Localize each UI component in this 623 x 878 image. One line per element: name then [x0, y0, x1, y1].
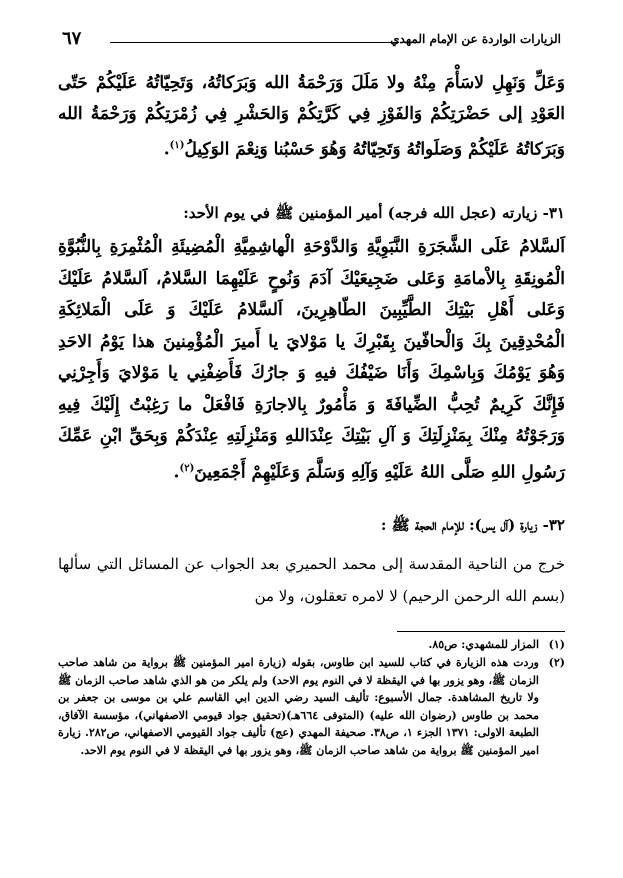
paragraph-2-text: اَلسَّلامُ عَلَى الشَّجَرَةِ النَّبَوِيَّةِ وَالدَّوْحَةِ الْهاشِمِيَّةِ الْمُضِيئَةِ الْمُثْمِرَةِ بِالنُّبُوَّةِ الْمُونِقَةِ بِالاْمامَةِ وَعَلى ضَجِيعَيْكَ آدَمَ وَنُوحٍ عَلَيْهِمَا السَّلامُ، اَلسَّلامُ عَلَيْكَ وَعَلى أَهْلِ بَيْتِكَ الطَّيِّبِينَ الطّاهِرِينَ، اَلسَّلامُ عَلَيْكَ وَ عَلَى الْمَلائِكَةِ الْمُحْدِقِينَ بِكَ وَالْحافّينَ بِقَبْرِكَ يا مَوْلايَ يا أَميرَ الْمُؤْمِنينَ هذا يَوْمُ الاحَدِ وَهُوَ يَوْمُكَ وَبِاسْمِكَ وَأَنَا ضَيْفُكَ فيهِ وَ جارُكَ فَأَضِفْنِي يا مَوْلايَ وَأَجِرْنِي فَإِنَّكَ كَرِيمٌ تُحِبُّ الضِّيافَةَ وَ مَأْمُورٌ بِالاجارَةِ فَافْعَلْ ما رَغِبْتُ إِلَيْكَ فِيهِ وَرَجَوْتُهُ مِنْكَ بِمَنْزِلَتِكَ وَ آلِ بَيْتِكَ عِنْدَاللهِ وَمَنْزِلَتِهِ عِنْدَكُمْ وَبِحَقِّ ابْنِ عَمِّكَ رَسُولِ اللهِ صَلَّى اللهُ عَلَيْهِ وَآلِهِ وَسَلَّمَ وَعَلَيْهِمْ أَجْمَعِينَ [58, 237, 565, 483]
page-number: ٦٧ [62, 28, 82, 49]
section-heading-31: ٣١- زيارته (عجل الله فرجه) أمير المؤمنين ﷺ في يوم الأحد: [183, 204, 565, 222]
body-paragraph-1: وَعَلِّ وَنَهِلِ لاسَأْمَ مِنْهُ ولا مَلَلَ وَرَحْمَةُ الله وَبَرَكاتُهُ، وَتَحِيّاتُهُ عَلَيْكُمْ حَتّى العَوْدِ إلى حَضْرَتِكُمْ وَالفَوْزِ فِي كَرَّتِكُمْ وَالحَشْرِ فِي زُمْرَتِكُمْ وَرَحْمَةُ الله وَبَرَكاتُهُ عَلَيْكُمْ وَصَلَواتُهُ وَتَحِيّاتُهُ وَهُوَ حَسْبُنا وَنِعْمَ الوَكِيلُ$^{(١)}$. [58, 73, 565, 160]
footnote-2 [58, 654, 565, 759]
footnote-2-text: وردت هذه الزيارة في كتاب للسيد ابن طاوس، بقوله (زيارة امير المؤمنين ﷺ برواية من شاهد صاحب الزمان ﷺ، وهو يزور بها في اليقظة لا في النوم يوم الاحد) ولم يلكر من هو الذي شاهد صاحب الزمان ﷺ ولا تاريخ المشاهدة. جمال الأسبوع: تأليف السيد رضي الدين ابي القاسم علي بن موسى بن جعفر بن محمد بن طاوس (رضوان الله عليه) (المتوفى ٦٦٤هـ)(تحقيق جواد قيومي الاصفهاني)، مؤسسة الآفاق، الطبعة الاولى: ١٣٧١ الجزء ١، ص٣٨. صحيفة المهدي (عج) تأليف جواد القيومي الاصفهاني، ص٢٨٢. زيارة امير المؤمنين ﷺ برواية من شاهد صاحب الزمان ﷺ، وهو يزور بها في اليقظة لا في النوم يوم الاحد. [58, 656, 539, 757]
footnote-ref-2: (٢) [179, 462, 195, 474]
footnote-1-text: المزار للمشهدي: ص٨٥. [428, 638, 539, 651]
footnote-ref-1: (١) [169, 140, 185, 151]
section-heading-32: ٣٢- زيارة (آل يس): للإمام الحجة ﷺ : [380, 516, 565, 534]
header-rule [110, 42, 399, 43]
body-paragraph-3: خرج من الناحية المقدسة إلى محمد الحميري بعد الجواب عن المسائل التي سألها (بسم الله الرحمن الرحيم) لا لامره تعقلون، ولا من [58, 555, 565, 605]
running-title: الزيارات الواردة عن الإمام المهدي [390, 32, 561, 46]
paragraph-1-text: وَعَلِّ وَنَهِلِ لاسَأْمَ مِنْهُ ولا مَلَلَ وَرَحْمَةُ الله وَبَرَكاتُهُ، وَتَحِيّاتُهُ عَلَيْكُمْ حَتّى العَوْدِ إلى حَضْرَتِكُمْ وَالفَوْزِ فِي كَرَّتِكُمْ وَالحَشْرِ فِي زُمْرَتِكُمْ وَرَحْمَةُ الله وَبَرَكاتُهُ عَلَيْكُمْ وَصَلَواتُهُ وَتَحِيّاتُهُ وَهُوَ حَسْبُنا وَنِعْمَ الوَكِيلُ [58, 73, 565, 160]
page-header [62, 30, 561, 56]
footnote-1 [58, 636, 565, 654]
footnote-1-number: (١) [548, 638, 565, 651]
body-paragraph-2: اَلسَّلامُ عَلَى الشَّجَرَةِ النَّبَوِيَّةِ وَالدَّوْحَةِ الْهاشِمِيَّةِ الْمُضِيئَةِ الْمُثْمِرَةِ بِالنُّبُوَّةِ الْمُونِقَةِ بِالاْمامَةِ وَعَلى ضَجِيعَيْكَ آدَمَ وَنُوحٍ عَلَيْهِمَا السَّلامُ، اَلسَّلامُ عَلَيْكَ وَعَلى أَهْلِ بَيْتِكَ الطَّيِّبِينَ الطّاهِرِينَ، اَلسَّلامُ عَلَيْكَ وَ عَلَى الْمَلائِكَةِ الْمُحْدِقِينَ بِكَ وَالْحافّينَ بِقَبْرِكَ يا مَوْلايَ يا أَميرَ الْمُؤْمِنينَ هذا يَوْمُ الاحَدِ وَهُوَ يَوْمُكَ وَبِاسْمِكَ وَأَنَا ضَيْفُكَ فيهِ وَ جارُكَ فَأَضِفْنِي يا مَوْلايَ وَأَجِرْنِي فَإِنَّكَ كَرِيمٌ تُحِبُّ الضِّيافَةَ وَ مَأْمُورٌ بِالاجارَةِ فَافْعَلْ ما رَغِبْتُ إِلَيْكَ فِيهِ وَرَجَوْتُهُ مِنْكَ بِمَنْزِلَتِكَ وَ آلِ بَيْتِكَ عِنْدَاللهِ وَمَنْزِلَتِهِ عِنْدَكُمْ وَبِحَقِّ ابْنِ عَمِّكَ رَسُولِ اللهِ صَلَّى اللهُ عَلَيْهِ وَآلِهِ وَسَلَّمَ وَعَلَيْهِمْ أَجْمَعِينَ$^{(٢)}$. [58, 237, 565, 483]
footnote-2-number: (٢) [548, 656, 565, 669]
footnote-separator [397, 631, 565, 632]
